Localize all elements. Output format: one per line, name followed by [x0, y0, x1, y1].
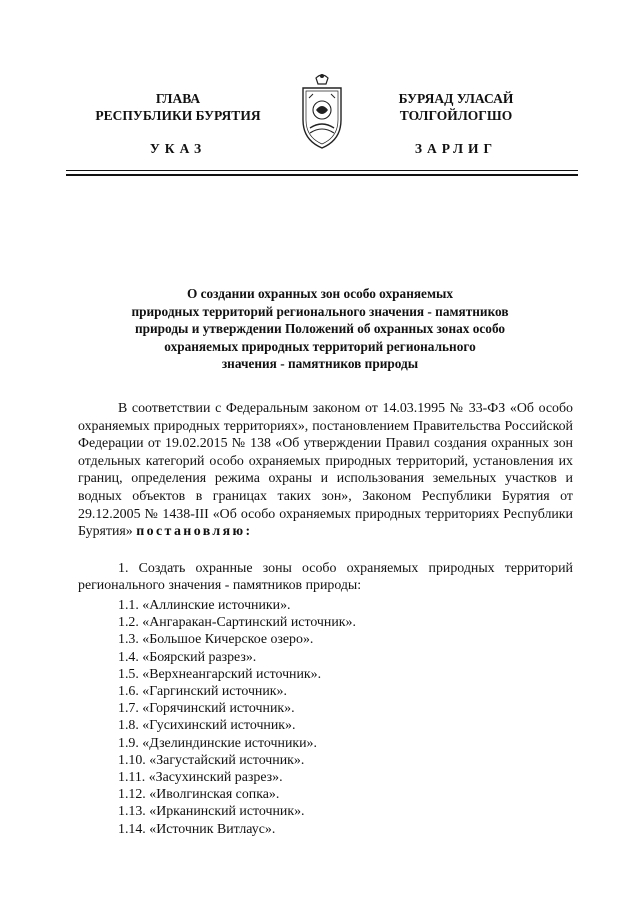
list-item: 1.1. «Аллинские источники».	[118, 598, 291, 613]
list-item: 1.9. «Дзелиндинские источники».	[118, 735, 317, 751]
header-left	[78, 90, 278, 124]
header-divider	[66, 170, 578, 176]
title-line: значения - памятников природы	[221, 356, 419, 372]
doc-type-ukaz: УКАЗ	[149, 141, 207, 156]
coat-of-arms-emblem	[297, 70, 347, 152]
list-item: 1.5. «Верхнеангарский источник».	[118, 666, 322, 682]
header-left-line2: РЕСПУБЛИКИ БУРЯТИЯ	[95, 108, 261, 123]
title-line: природных территорий регионального значения - памятников	[131, 303, 509, 319]
list-item: 1.8. «Гусихинский источник».	[118, 718, 296, 734]
list-item: 1.3. «Большое Кичерское озеро».	[118, 632, 314, 648]
header-right-line2: ТОЛГОЙЛОГШО	[399, 108, 513, 123]
header-right-line1: БУРЯАД УЛАСАЙ	[398, 91, 514, 106]
list-item: 1.11. «Засухинский разрез».	[118, 770, 283, 786]
doc-type-zarlig: ЗАРЛИГ	[414, 141, 498, 156]
title-line: охраняемых природных территорий регионального	[164, 338, 476, 354]
title-line: природы и утверждении Положений об охранных зонах особо	[134, 321, 506, 337]
list-item: 1.4. «Боярский разрез».	[118, 649, 257, 665]
preamble	[78, 400, 573, 541]
header-left-line1: ГЛАВА	[155, 91, 201, 106]
list-item: 1.2. «Ангаракан-Сартинский источник».	[118, 615, 356, 631]
list-item: 1.10. «Загустайский источник».	[118, 752, 305, 768]
sub-items-list	[118, 597, 356, 838]
list-item: 1.6. «Гаргинский источник».	[118, 684, 287, 700]
title-line: О создании охранных зон особо охраняемых	[186, 286, 454, 301]
preamble-text: В соответствии с Федеральным законом от 14.03.1995 № 33-ФЗ «Об особо охраняемых природных территориях», постановлением Правительства Российской Федерации от 19.02.2015 № 138 «Об утверждении Правил создания охранных зон отдельных категорий особо охраняемых природных территорий, установления их границ, определения режима охраны и использования земельных участков и водных объектов в границах таких зон», Законом Республики Бурятия от 29.12.2005 № 1438-III «Об особо охраняемых природных территориях Республики Бурятия»	[78, 401, 573, 540]
list-item: 1.13. «Ирканинский источник».	[118, 804, 305, 820]
list-item: 1.14. «Источник Витлаус».	[118, 821, 276, 837]
list-item: 1.12. «Иволгинская сопка».	[118, 787, 280, 803]
header-right	[348, 90, 564, 124]
decree-title	[100, 285, 540, 373]
list-item: 1.7. «Горячинский источник».	[118, 701, 295, 717]
clause-1-text: 1. Создать охранные зоны особо охраняемых природных территорий регионального значения - памятников природы:	[78, 561, 573, 594]
decree-word: постановляю:	[136, 524, 253, 540]
clause-1	[78, 560, 573, 594]
